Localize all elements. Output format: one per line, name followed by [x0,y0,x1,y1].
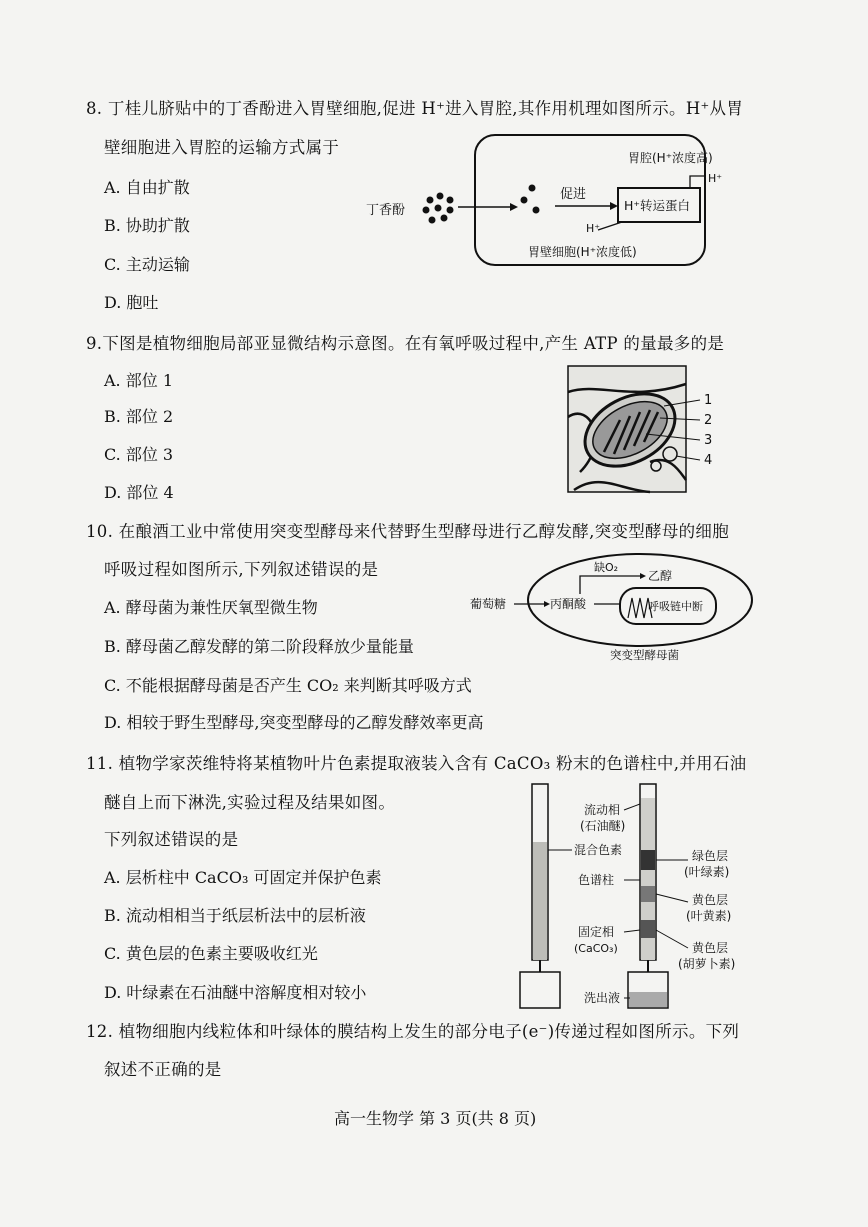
q12-stem-line1: 12. 植物细胞内线粒体和叶绿体的膜结构上发生的部分电子(e⁻)传递过程如图所示。下列 [86,1022,740,1041]
yellow-layer-1-sub: (叶黄素) [686,909,732,923]
yellow-layer-2-label: 黄色层 [692,941,729,955]
green-layer-label: 绿色层 [692,849,729,863]
q11-stem-line1: 11. 植物学家茨维特将某植物叶片色素提取液装入含有 CaCO₃ 粉末的色谱柱中,并用石油 [86,754,747,773]
yellow-band-1 [641,886,655,902]
stomach-cavity-label: 胃腔(H⁺浓度高) [628,151,713,165]
q8-stem-line2: 壁细胞进入胃腔的运输方式属于 [104,138,340,157]
label-1: 1 [704,393,713,408]
internal-molecules [521,185,540,214]
q10-stem-line2: 呼吸过程如图所示,下列叙述错误的是 [104,560,379,579]
q9-option-d[interactable]: D. 部位 4 [104,483,174,502]
q10-option-c[interactable]: C. 不能根据酵母菌是否产生 CO₂ 来判断其呼吸方式 [104,676,472,695]
mixed-pigment-label: 混合色素 [574,843,623,857]
q9-option-c[interactable]: C. 部位 3 [104,445,174,464]
q11-option-a[interactable]: A. 层析柱中 CaCO₃ 可固定并保护色素 [104,868,382,887]
yellow-layer-1-label: 黄色层 [692,893,729,907]
eluate-label: 洗出液 [584,991,621,1005]
green-layer-sub: (叶绿素) [684,865,730,879]
ethanol-label: 乙醇 [648,569,673,583]
q11-stem-line2: 醚自上而下淋洗,实验过程及结果如图。 [104,793,396,812]
q9-stem: 9.下图是植物细胞局部亚显微结构示意图。在有氧呼吸过程中,产生 ATP 的量最多的是 [86,334,725,353]
q10-stem-line1: 10. 在酿酒工业中常使用突变型酵母来代替野生型酵母进行乙醇发酵,突变型酵母的细胞 [86,522,730,541]
q10-option-a[interactable]: A. 酵母菌为兼性厌氧型微生物 [104,598,318,617]
q10-option-d[interactable]: D. 相较于野生型酵母,突变型酵母的乙醇发酵效率更高 [104,713,484,732]
h-in-label: H⁺ [586,222,601,235]
h-out-label: H⁺ [708,172,723,185]
stomach-cell-label: 胃壁细胞(H⁺浓度低) [528,245,637,259]
page-footer: 高一生物学 第 3 页(共 8 页) [334,1109,537,1128]
q8-option-d[interactable]: D. 胞吐 [104,293,159,312]
q8-option-b[interactable]: B. 协助扩散 [104,216,190,235]
q11-stem-line3: 下列叙述错误的是 [104,830,239,849]
q9-option-b[interactable]: B. 部位 2 [104,407,174,426]
no-oxygen-label: 缺O₂ [594,561,619,574]
mobile-phase-sub: (石油醚) [580,819,626,833]
transporter-label: H⁺转运蛋白 [624,198,690,213]
yellow-band-2 [641,920,655,938]
promote-label: 促进 [560,187,587,202]
glucose-label: 葡萄糖 [470,597,507,611]
mutant-yeast-label: 突变型酵母菌 [610,648,679,662]
fixed-phase-sub: (CaCO₃) [574,942,618,955]
fixed-phase-label: 固定相 [578,925,615,939]
clove-label: 丁香酚 [366,203,406,218]
q8-stem-line1: 8. 丁桂儿脐贴中的丁香酚进入胃壁细胞,促进 H⁺进入胃腔,其作用机理如图所示。H⁺从胃 [86,99,744,118]
q8-figure [360,130,760,280]
column-label: 色谱柱 [578,873,615,887]
q9-option-a[interactable]: A. 部位 1 [104,371,173,390]
mobile-phase-label: 流动相 [584,803,621,817]
beaker-left [520,972,560,1008]
q10-yeast-figure [470,548,760,663]
label-4: 4 [704,453,713,468]
green-band [641,850,655,870]
q9-mitochondrion-figure [560,362,730,497]
pyruvate-label: 丙酮酸 [550,597,587,611]
label-3: 3 [704,433,713,448]
q12-stem-line2: 叙述不正确的是 [104,1060,222,1079]
yellow-layer-2-sub: (胡萝卜素) [678,957,736,971]
clove-molecules [423,193,454,224]
q11-option-c[interactable]: C. 黄色层的色素主要吸收红光 [104,944,318,963]
q8-option-c[interactable]: C. 主动运输 [104,255,190,274]
q8-option-a[interactable]: A. 自由扩散 [104,178,190,197]
q11-chromatography-figure [512,780,772,1015]
q11-option-b[interactable]: B. 流动相相当于纸层析法中的层析液 [104,906,366,925]
chain-break-label: 呼吸链中断 [648,600,703,613]
mixed-pigment-fill [533,842,547,960]
q11-option-d[interactable]: D. 叶绿素在石油醚中溶解度相对较小 [104,983,367,1002]
q10-option-b[interactable]: B. 酵母菌乙醇发酵的第二阶段释放少量能量 [104,637,414,656]
label-2: 2 [704,413,713,428]
